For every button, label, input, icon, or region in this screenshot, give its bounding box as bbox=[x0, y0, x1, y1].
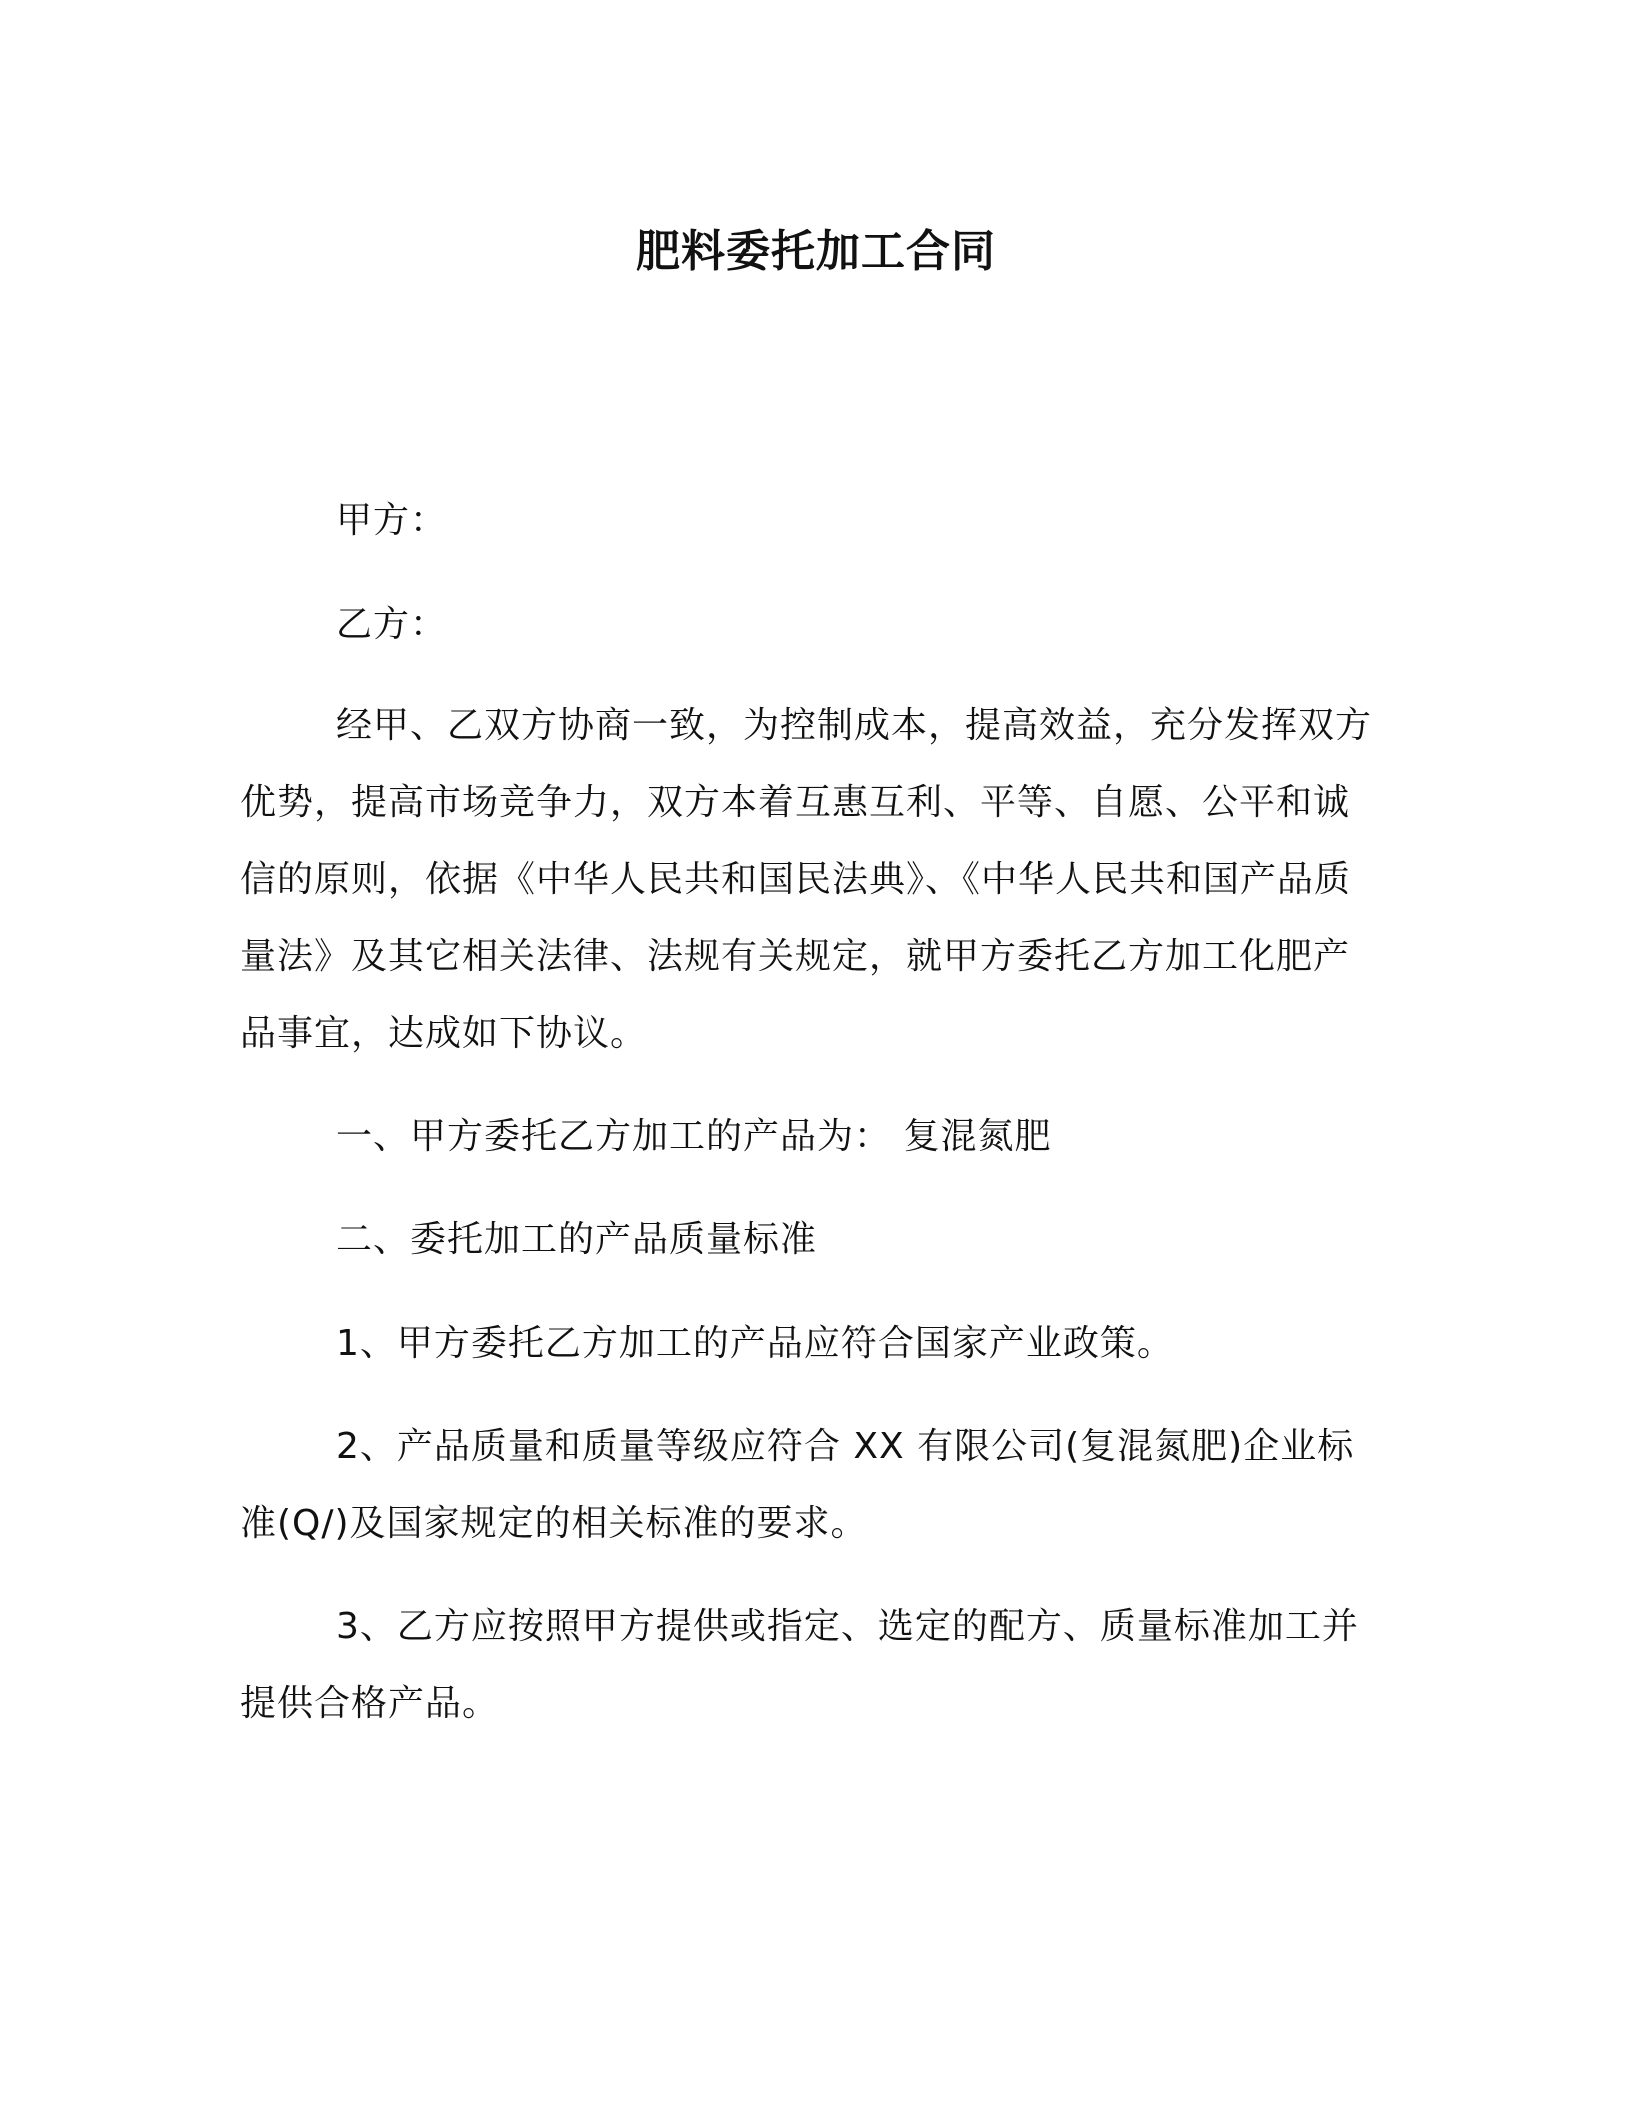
preamble-paragraph: 经甲、乙双方协商一致，为控制成本，提高效益，充分发挥双方优势，提高市场竞争力，双方本着互惠互利、平等、自愿、公平和诚信的原则，依据《中华人民共和国民法典》、《中华人民共和国产品质量法》及其它相关法律、法规有关规定，就甲方委托乙方加工化肥产品事宜，达成如下协议。 bbox=[240, 705, 1373, 1054]
party-a-line: 甲方： bbox=[336, 500, 448, 541]
item-1-paragraph: 1、甲方委托乙方加工的产品应符合国家产业政策。 bbox=[336, 1323, 1174, 1364]
item-2-paragraph: 2、产品质量和质量等级应符合 XX 有限公司(复混氮肥)企业标准(Q/)及国家规定的相关标准的要求。 bbox=[240, 1426, 1355, 1544]
party-b-line: 乙方： bbox=[336, 604, 448, 645]
item-3-paragraph: 3、乙方应按照甲方提供或指定、选定的配方、质量标准加工并提供合格产品。 bbox=[240, 1606, 1359, 1724]
section-1-heading: 一、甲方委托乙方加工的产品为： 复混氮肥 bbox=[336, 1116, 1052, 1157]
section-2-heading: 二、委托加工的产品质量标准 bbox=[336, 1219, 818, 1260]
document-title: 肥料委托加工合同 bbox=[636, 226, 996, 277]
